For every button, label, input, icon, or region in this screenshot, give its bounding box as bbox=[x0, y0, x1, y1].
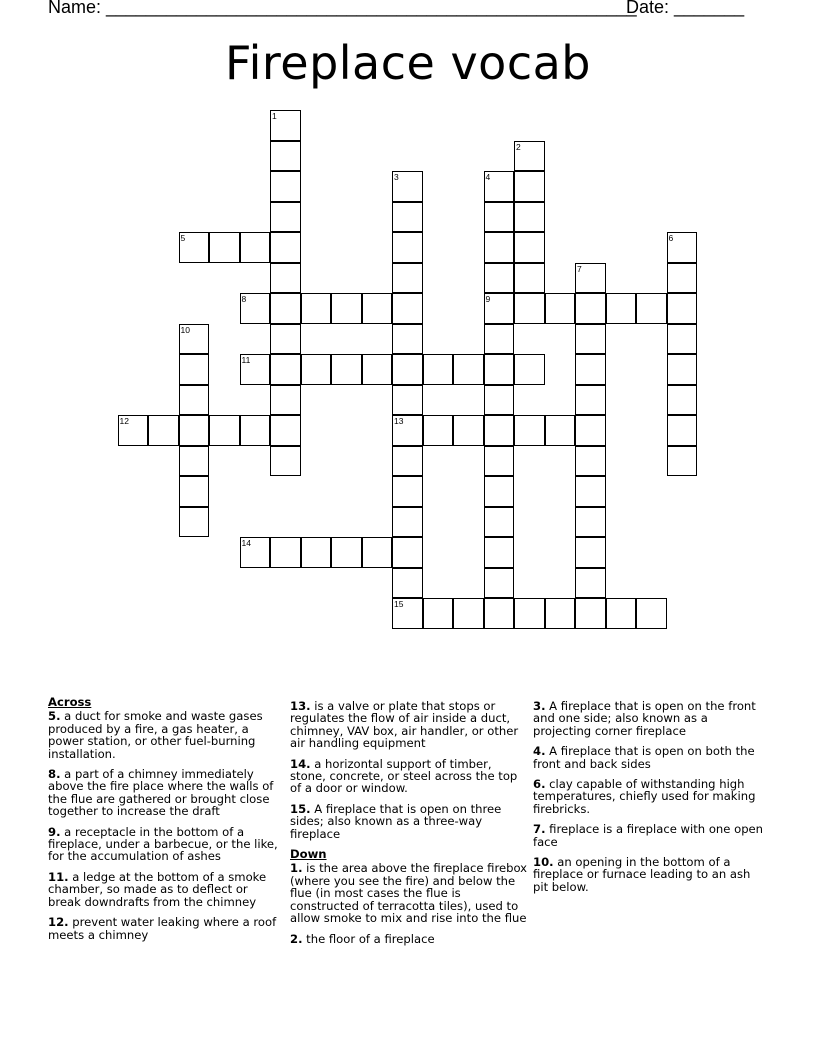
grid-cell[interactable] bbox=[362, 293, 393, 324]
grid-cell[interactable] bbox=[270, 141, 301, 172]
grid-cell[interactable] bbox=[484, 232, 515, 263]
clue-across-13 bbox=[290, 700, 528, 750]
name-field[interactable]: Name: _____________________________________________________ bbox=[48, 0, 637, 17]
cell-number: 15 bbox=[394, 599, 404, 609]
grid-cell[interactable] bbox=[575, 598, 606, 629]
clue-number: 2. bbox=[290, 931, 303, 946]
clue-text: is a valve or plate that stops or regulates the flow of air inside a duct, chimney, VAV box, air handler, or other air handling equipment bbox=[290, 699, 519, 751]
clue-text: a ledge at the bottom of a smoke chamber, so made as to deflect or break downdrafts from the chimney bbox=[48, 869, 267, 909]
clue-number: 8. bbox=[48, 767, 61, 782]
cell-number: 5 bbox=[180, 233, 186, 243]
grid-cell[interactable] bbox=[514, 202, 545, 233]
grid-cell[interactable] bbox=[484, 446, 515, 477]
grid-cell[interactable] bbox=[636, 598, 667, 629]
grid-cell[interactable] bbox=[179, 446, 210, 477]
clue-column-2 bbox=[290, 700, 528, 953]
grid-cell[interactable] bbox=[484, 354, 515, 385]
grid-cell[interactable] bbox=[270, 171, 301, 202]
clue-down-7 bbox=[533, 823, 769, 848]
grid-cell[interactable] bbox=[575, 324, 606, 355]
cell-number: 12 bbox=[119, 416, 129, 426]
grid-cell[interactable] bbox=[392, 568, 423, 599]
clue-number: 3. bbox=[533, 699, 546, 713]
clue-down-2 bbox=[290, 933, 528, 945]
clue-down-10 bbox=[533, 856, 769, 893]
grid-cell[interactable] bbox=[514, 171, 545, 202]
grid-cell[interactable] bbox=[484, 385, 515, 416]
grid-cell[interactable] bbox=[301, 537, 332, 568]
grid-cell[interactable] bbox=[179, 476, 210, 507]
clue-text: an opening in the bottom of a fireplace or furnace leading to an ash pit below. bbox=[533, 855, 751, 894]
cell-number: 10 bbox=[180, 324, 190, 335]
grid-cell[interactable] bbox=[240, 232, 271, 263]
grid-cell[interactable] bbox=[484, 415, 515, 446]
grid-cell[interactable] bbox=[667, 324, 698, 355]
clue-text: a horizontal support of timber, stone, concrete, or steel across the top of a door or window. bbox=[290, 756, 518, 796]
clue-text: prevent water leaking where a roof meets a chimney bbox=[48, 915, 277, 942]
clue-across-11 bbox=[48, 871, 284, 908]
grid-cell[interactable] bbox=[667, 385, 698, 416]
grid-cell[interactable] bbox=[423, 598, 454, 629]
grid-cell[interactable] bbox=[606, 598, 637, 629]
clue-column-1 bbox=[48, 695, 284, 949]
page-title: Fireplace vocab bbox=[224, 36, 592, 90]
grid-cell[interactable] bbox=[545, 415, 576, 446]
grid-cell[interactable] bbox=[392, 507, 423, 538]
grid-cell[interactable] bbox=[148, 415, 179, 446]
clue-number: 11. bbox=[48, 869, 69, 884]
grid-cell[interactable] bbox=[179, 507, 210, 538]
grid-cell[interactable] bbox=[392, 263, 423, 294]
grid-cell[interactable] bbox=[270, 446, 301, 477]
clue-number: 14. bbox=[290, 756, 311, 771]
grid-cell[interactable] bbox=[392, 354, 423, 385]
clue-text: A fireplace that is open on three sides; also known as a three-way fireplace bbox=[290, 801, 502, 841]
clue-across-15 bbox=[290, 803, 528, 840]
grid-cell[interactable] bbox=[575, 415, 606, 446]
grid-cell[interactable] bbox=[514, 415, 545, 446]
grid-cell[interactable] bbox=[453, 415, 484, 446]
grid-cell[interactable] bbox=[392, 293, 423, 324]
clue-number: 13. bbox=[290, 699, 311, 713]
clue-text: A fireplace that is open on both the front and back sides bbox=[533, 744, 755, 771]
clue-text: fireplace is a fireplace with one open face bbox=[533, 822, 764, 849]
clue-down-1 bbox=[290, 862, 528, 924]
clue-text: a part of a chimney immediately above the fire place where the walls of the flue are gathered or brought close together to increase the draft bbox=[48, 767, 274, 819]
clue-number: 10. bbox=[533, 855, 554, 870]
grid-cell[interactable] bbox=[392, 476, 423, 507]
clue-text: clay capable of withstanding high temperatures, chiefly used for making firebricks. bbox=[533, 777, 756, 816]
grid-cell[interactable] bbox=[179, 385, 210, 416]
clue-down-6 bbox=[533, 778, 769, 815]
cell-number: 6 bbox=[668, 233, 674, 243]
grid-cell[interactable] bbox=[270, 232, 301, 263]
grid-cell[interactable] bbox=[331, 537, 362, 568]
grid-cell[interactable] bbox=[209, 415, 240, 446]
grid-cell[interactable] bbox=[667, 415, 698, 446]
grid-cell[interactable] bbox=[667, 263, 698, 294]
grid-cell[interactable] bbox=[270, 385, 301, 416]
grid-cell[interactable] bbox=[484, 507, 515, 538]
clue-text: the floor of a fireplace bbox=[306, 931, 435, 946]
grid-cell[interactable] bbox=[514, 232, 545, 263]
grid-cell[interactable] bbox=[270, 537, 301, 568]
grid-cell[interactable] bbox=[392, 324, 423, 355]
clue-number: 6. bbox=[533, 777, 546, 792]
cell-number: 1 bbox=[272, 111, 277, 121]
grid-cell[interactable] bbox=[453, 354, 484, 385]
grid-cell[interactable] bbox=[301, 354, 332, 385]
grid-cell[interactable] bbox=[423, 415, 454, 446]
grid-cell[interactable] bbox=[484, 202, 515, 233]
across-heading: Across bbox=[48, 695, 92, 709]
grid-cell[interactable] bbox=[484, 598, 515, 629]
cell-number: 2 bbox=[516, 141, 521, 152]
grid-cell[interactable] bbox=[362, 537, 393, 568]
clue-across-12 bbox=[48, 916, 284, 941]
grid-cell[interactable] bbox=[606, 293, 637, 324]
grid-cell[interactable] bbox=[484, 568, 515, 599]
down-heading: Down bbox=[290, 847, 327, 862]
grid-cell[interactable] bbox=[575, 507, 606, 538]
grid-cell[interactable] bbox=[331, 293, 362, 324]
clue-number: 1. bbox=[290, 861, 303, 876]
clue-across-5 bbox=[48, 710, 284, 760]
grid-cell[interactable] bbox=[636, 293, 667, 324]
grid-cell[interactable] bbox=[270, 415, 301, 446]
clue-down-3 bbox=[533, 700, 769, 737]
grid-cell[interactable] bbox=[575, 537, 606, 568]
grid-cell[interactable] bbox=[270, 202, 301, 233]
clue-text: a receptacle in the bottom of a fireplace, under a barbecue, or the like, for the accumulation of ashes bbox=[48, 824, 278, 864]
clue-text: is the area above the fireplace firebox (where you see the fire) and below the flue (in most cases the flue is constructed of terracotta tiles), used to allow smoke to mix and rise into the flue bbox=[290, 861, 528, 926]
grid-cell[interactable] bbox=[270, 263, 301, 294]
clue-number: 4. bbox=[533, 744, 546, 759]
cell-number: 7 bbox=[577, 263, 582, 274]
grid-cell[interactable] bbox=[270, 293, 301, 324]
cell-number: 13 bbox=[394, 416, 404, 426]
cell-number: 11 bbox=[241, 355, 251, 365]
grid-cell[interactable] bbox=[575, 293, 606, 324]
clue-across-8 bbox=[48, 768, 284, 818]
grid-cell[interactable] bbox=[514, 263, 545, 294]
cell-number: 9 bbox=[485, 294, 491, 304]
grid-cell[interactable] bbox=[392, 232, 423, 263]
grid-cell[interactable] bbox=[667, 293, 698, 324]
grid-cell[interactable] bbox=[667, 354, 698, 385]
clue-down-4 bbox=[533, 745, 769, 770]
grid-cell[interactable] bbox=[514, 354, 545, 385]
grid-cell[interactable] bbox=[270, 324, 301, 355]
grid-cell[interactable] bbox=[575, 446, 606, 477]
grid-cell[interactable] bbox=[575, 354, 606, 385]
clue-number: 15. bbox=[290, 801, 311, 816]
grid-cell[interactable] bbox=[392, 446, 423, 477]
cell-number: 14 bbox=[241, 538, 251, 548]
grid-cell[interactable] bbox=[179, 415, 210, 446]
grid-cell[interactable] bbox=[270, 354, 301, 385]
grid-cell[interactable] bbox=[484, 476, 515, 507]
cell-number: 8 bbox=[241, 294, 247, 304]
clue-number: 12. bbox=[48, 915, 69, 930]
date-field[interactable]: Date: _______ bbox=[626, 0, 745, 17]
grid-cell[interactable] bbox=[301, 293, 332, 324]
grid-cell[interactable] bbox=[392, 537, 423, 568]
grid-cell[interactable] bbox=[575, 568, 606, 599]
grid-cell[interactable] bbox=[392, 202, 423, 233]
clue-text: a duct for smoke and waste gases produced by a fire, a gas heater, a power station, or other fuel-burning installation. bbox=[48, 709, 263, 761]
grid-cell[interactable] bbox=[392, 385, 423, 416]
clue-number: 5. bbox=[48, 709, 61, 724]
cell-number: 4 bbox=[485, 172, 491, 182]
clue-across-14 bbox=[290, 758, 528, 795]
grid-cell[interactable] bbox=[179, 354, 210, 385]
grid-cell[interactable] bbox=[575, 385, 606, 416]
grid-cell[interactable] bbox=[514, 598, 545, 629]
grid-cell[interactable] bbox=[484, 324, 515, 355]
grid-cell[interactable] bbox=[514, 293, 545, 324]
grid-cell[interactable] bbox=[545, 598, 576, 629]
grid-cell[interactable] bbox=[575, 476, 606, 507]
grid-cell[interactable] bbox=[423, 354, 454, 385]
grid-cell[interactable] bbox=[453, 598, 484, 629]
clue-number: 9. bbox=[48, 824, 61, 839]
grid-cell[interactable] bbox=[545, 293, 576, 324]
grid-cell[interactable] bbox=[484, 263, 515, 294]
cell-number: 3 bbox=[394, 172, 399, 182]
clue-text: A fireplace that is open on the front and one side; also known as a projecting corner fireplace bbox=[533, 699, 756, 738]
clue-number: 7. bbox=[533, 822, 546, 837]
grid-cell[interactable] bbox=[331, 354, 362, 385]
grid-cell[interactable] bbox=[667, 446, 698, 477]
grid-cell[interactable] bbox=[240, 415, 271, 446]
grid-cell[interactable] bbox=[484, 537, 515, 568]
clue-across-9 bbox=[48, 826, 284, 863]
clue-column-3 bbox=[533, 700, 769, 901]
grid-cell[interactable] bbox=[362, 354, 393, 385]
grid-cell[interactable] bbox=[209, 232, 240, 263]
